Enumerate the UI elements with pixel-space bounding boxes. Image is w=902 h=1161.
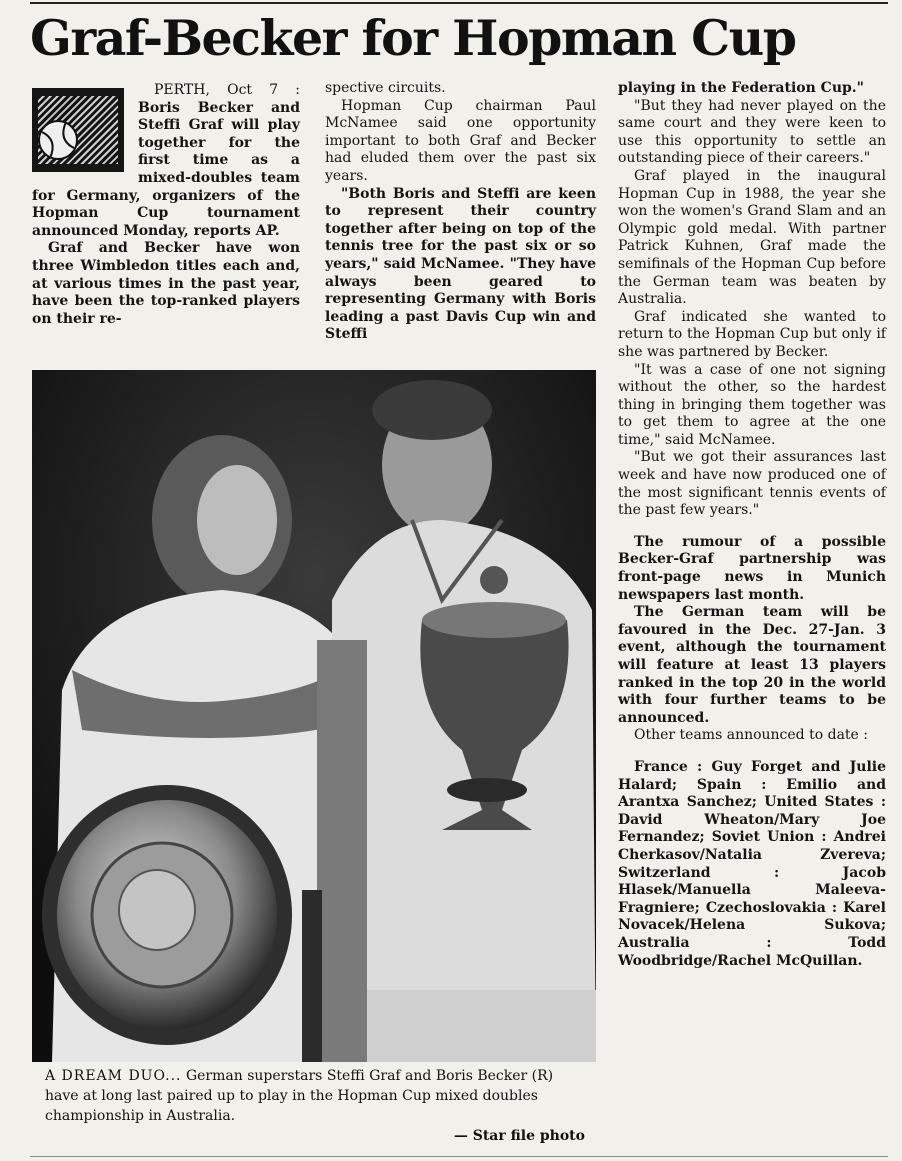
tennis-logo: [32, 88, 124, 172]
news-photo: [32, 370, 596, 1062]
paragraph: Graf played in the inaugural Hopman Cup in 1988, the year she won the women's Grand Slam and an Olympic gold medal. With partner Patrick Kuhnen, Graf made the semifinals of the Hopman Cup before the German team was beaten by Australia.: [618, 167, 886, 308]
top-rule: [30, 2, 888, 4]
paragraph: "But we got their assurances last week and have now produced one of the most significant tennis events of the past few years.": [618, 449, 886, 519]
paragraph: Other teams announced to date :: [634, 727, 868, 744]
paragraph: "It was a case of one not signing without the other, so the hardest thing in bringing them together was to get them to agree at the one time," said McNamee.: [618, 361, 886, 448]
paragraph: playing in the Federation Cup.": [618, 80, 864, 96]
paragraph: The rumour of a possible Becker-Graf partnership was front-page news in Munich newspapers last month.: [618, 533, 886, 603]
lead-text: Boris Becker and Steffi Graf will play together for the first time as a mixed-doubles team for Germany, organizers of the Hopman Cup tournament announced Monday, reports AP.: [32, 99, 300, 239]
bottom-rule: [30, 1156, 888, 1157]
paragraph: Hopman Cup chairman Paul McNamee said one opportunity important to both Graf and Becker had eluded them over the past six years.: [325, 97, 596, 184]
paragraph: The German team will be favoured in the Dec. 27-Jan. 3 event, although the tournament will feature at least 13 players ranked in the top 20 in the world with four further teams to be announced.: [618, 604, 886, 726]
article-column-1: [32, 82, 300, 328]
team-list: France : Guy Forget and Julie Halard; Spain : Emilio and Arantxa Sanchez; United States : David Wheaton/Mary Joe Fernandez; Soviet Union : Andrei Cherkasov/Natalia Zvereva; Switzerland : Jacob Hlasek/Manuella Maleeva-Fragniere; Czechoslovakia : Karel Novacek/Helena Sukova; Australia : Todd Woodbridge/Rachel McQuillan.: [618, 758, 886, 969]
paragraph: spective circuits.: [325, 80, 446, 96]
tennis-ball-icon: [36, 118, 80, 162]
caption-text: German superstars Steffi Graf and Boris Becker (R) have at long last paired up to play in the Hopman Cup mixed doubles championship in Australia.: [45, 1068, 554, 1124]
article-column-3: [618, 80, 886, 970]
headline: Graf-Becker for Hopman Cup: [30, 9, 796, 67]
photo-graf-becker-trophies: [32, 370, 596, 1062]
paragraph: "Both Boris and Steffi are keen to represent their country together after being on top of the tennis tree for the past six or so years," said McNamee. "They have always been geared to representing Germany with Boris leading a past Davis Cup win and Steffi: [325, 185, 596, 343]
paragraph: Graf indicated she wanted to return to the Hopman Cup but only if she was partnered by Becker.: [618, 308, 886, 360]
article-column-2: [325, 80, 596, 344]
paragraph: Graf and Becker have won three Wimbledon titles each and, at various times in the past year, have been the top-ranked players on their re-: [32, 240, 300, 327]
photo-caption: [45, 1066, 585, 1146]
dateline: PERTH, Oct 7 :: [154, 82, 300, 98]
paragraph: "But they had never played on the same court and they were keen to use this opportunity to settle an outstanding piece of their careers.": [618, 97, 886, 167]
caption-lead: A DREAM DUO...: [45, 1068, 182, 1084]
photo-credit: — Star file photo: [453, 1128, 585, 1144]
